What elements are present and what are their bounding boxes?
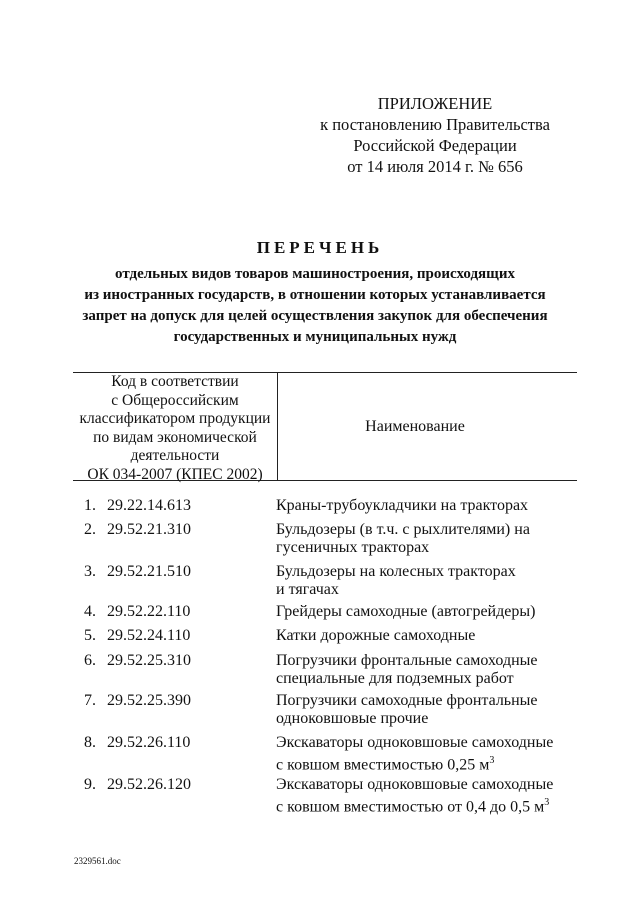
row-name-line: специальные для подземных работ: [276, 670, 514, 687]
appendix-block: [300, 93, 570, 177]
appendix-heading: ПРИЛОЖЕНИЕ: [377, 94, 493, 113]
row-name: [276, 734, 566, 774]
row-name: [276, 776, 566, 816]
row-name-line: Катки дорожные самоходные: [276, 627, 476, 644]
row-name-line: одноковшовые прочие: [276, 710, 429, 727]
appendix-date: от 14 июля 2014 г. № 656: [347, 157, 523, 176]
row-name-line: Экскаваторы одноковшовые самоходные: [276, 776, 554, 793]
row-code: 29.52.21.310: [107, 521, 191, 538]
row-name-line: Экскаваторы одноковшовые самоходные: [276, 734, 554, 751]
table-column-divider: [277, 372, 278, 480]
code-column-header: [75, 373, 275, 484]
row-name: [276, 563, 566, 599]
row-name-line: гусеничных тракторах: [276, 539, 430, 556]
row-number: 1.: [84, 497, 96, 514]
unit-superscript: 3: [544, 797, 550, 808]
row-number: 4.: [84, 603, 96, 620]
code-header-line: классификатором продукции: [79, 410, 271, 427]
document-subtitle: [80, 264, 550, 348]
row-number: 8.: [84, 734, 96, 751]
row-number: 9.: [84, 776, 96, 793]
footer-filename: 2329561.doc: [74, 856, 121, 866]
code-header-line: с Общероссийским: [111, 391, 239, 409]
row-name: [276, 652, 566, 688]
row-code: 29.52.21.510: [107, 563, 191, 580]
row-code: 29.52.22.110: [107, 603, 191, 620]
row-code: 29.52.25.310: [107, 652, 191, 669]
row-code: 29.52.26.110: [107, 734, 191, 751]
row-name-line: Погрузчики самоходные фронтальные: [276, 692, 538, 709]
code-header-line: ОК 034-2007 (КПЕС 2002): [87, 465, 263, 483]
row-name: [276, 603, 566, 621]
row-name: [276, 692, 566, 728]
row-number: 7.: [84, 692, 96, 709]
appendix-line: Российской Федерации: [353, 136, 517, 155]
row-name: [276, 497, 566, 515]
row-code: 29.52.24.110: [107, 627, 191, 644]
row-name-line: Грейдеры самоходные (автогрейдеры): [276, 603, 536, 620]
row-code: 29.22.14.613: [107, 497, 191, 514]
subtitle-line: отдельных видов товаров машиностроения, происходящих: [115, 266, 515, 282]
row-name: [276, 521, 566, 557]
document-title: ПЕРЕЧЕНЬ: [256, 238, 384, 257]
code-header-line: деятельности: [130, 447, 220, 464]
row-name-line: с ковшом вместимостью от 0,4 до 0,5 $м^3$: [276, 797, 550, 816]
unit-superscript: 3: [489, 755, 495, 766]
row-number: 5.: [84, 627, 96, 644]
name-column-header: Наименование: [365, 418, 465, 435]
row-name-line: и тягачах: [276, 581, 339, 598]
row-name-line: с ковшом вместимостью 0,25 $м^3$: [276, 755, 495, 774]
appendix-line: к постановлению Правительства: [320, 115, 550, 134]
code-header-line: по видам экономической: [93, 428, 257, 446]
row-code: 29.52.26.120: [107, 776, 191, 793]
row-number: 2.: [84, 521, 96, 538]
row-number: 3.: [84, 563, 96, 580]
code-header-line: Код в соответствии: [111, 373, 239, 390]
row-name-line: Бульдозеры (в т.ч. с рыхлителями) на: [276, 521, 530, 538]
row-name-line: Краны-трубоукладчики на тракторах: [276, 497, 529, 514]
subtitle-line: запрет на допуск для целей осуществления закупок для обеспечения: [82, 308, 548, 324]
row-code: 29.52.25.390: [107, 692, 191, 709]
row-name-line: Погрузчики фронтальные самоходные: [276, 652, 538, 669]
subtitle-line: государственных и муниципальных нужд: [173, 329, 457, 345]
row-number: 6.: [84, 652, 96, 669]
row-name: [276, 627, 566, 645]
subtitle-line: из иностранных государств, в отношении которых устанавливается: [84, 287, 546, 303]
row-name-line: Бульдозеры на колесных тракторах: [276, 563, 516, 580]
